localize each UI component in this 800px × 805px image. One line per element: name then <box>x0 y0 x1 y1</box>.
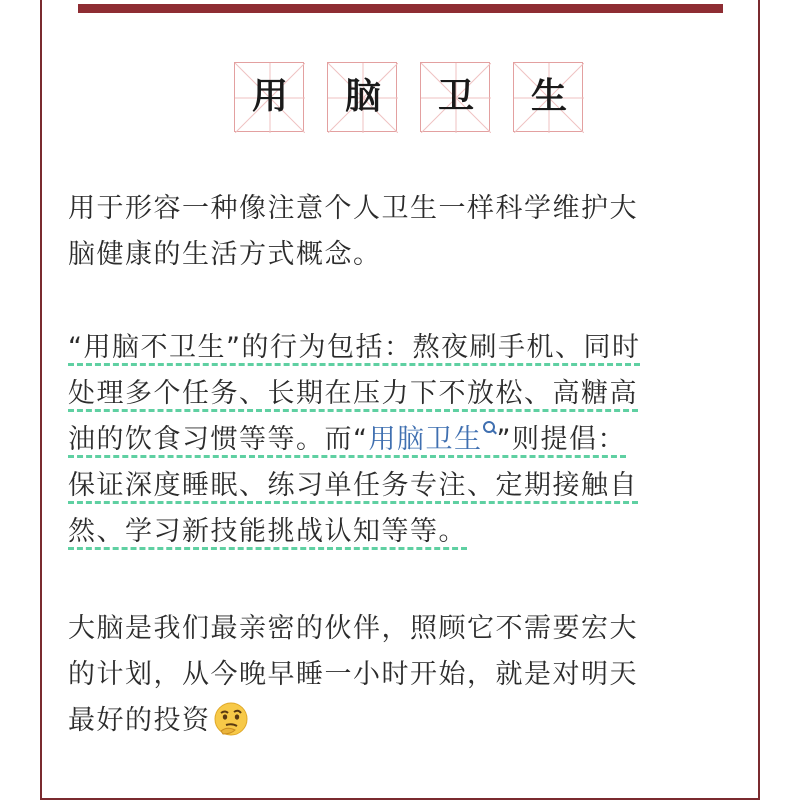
text-segment: 油的饮食习惯等等。而“ <box>68 424 369 455</box>
magnifier-handle <box>492 430 497 435</box>
title-char-box <box>234 62 304 132</box>
text-line: 最好的投资 <box>68 705 211 736</box>
title-grid <box>234 62 584 134</box>
magnifier-icon[interactable] <box>483 421 497 435</box>
text-line: 的计划，从今晚早睡一小时开始，就是对明天 <box>68 659 638 690</box>
underlined-line-wrap <box>68 371 718 417</box>
title-char: 生 <box>530 76 567 117</box>
definition-paragraph <box>68 186 718 278</box>
behaviors-paragraph <box>68 325 718 555</box>
underlined-line-wrap <box>68 325 718 371</box>
underlined-line-wrap <box>68 463 718 509</box>
last-line <box>68 698 718 744</box>
underlined-line-wrap <box>68 509 718 555</box>
text-line: 大脑是我们最亲密的伙伴，照顾它不需要宏大 <box>68 613 638 644</box>
title-char: 脑 <box>344 76 381 117</box>
title-char-box <box>420 62 490 132</box>
title-char-box <box>327 62 397 132</box>
title-char: 用 <box>251 76 288 117</box>
closing-paragraph <box>68 606 718 744</box>
underlined-text-line: 然、学习新技能挑战认知等等。 <box>68 516 467 550</box>
emoji-drawing <box>213 701 249 737</box>
top-accent-bar <box>78 4 723 13</box>
text-line: 脑健康的生活方式概念。 <box>68 239 382 270</box>
thinking-face-emoji-icon <box>213 701 249 737</box>
underlined-text-line: 处理多个任务、长期在压力下不放松、高糖高 <box>68 378 638 412</box>
text-line: 用于形容一种像注意个人卫生一样科学维护大 <box>68 193 638 224</box>
keyword-link[interactable]: 用脑卫生 <box>368 424 483 455</box>
title-char: 卫 <box>437 76 474 117</box>
underlined-text-line: 保证深度睡眠、练习单任务专注、定期接触自 <box>68 470 638 504</box>
underlined-line-wrap <box>68 417 718 463</box>
underlined-text-line: “用脑不卫生”的行为包括：熬夜刷手机、同时 <box>68 332 640 366</box>
underlined-line-3 <box>68 424 626 458</box>
title-char-box <box>513 62 583 132</box>
text-segment: ”则提倡： <box>496 424 626 455</box>
